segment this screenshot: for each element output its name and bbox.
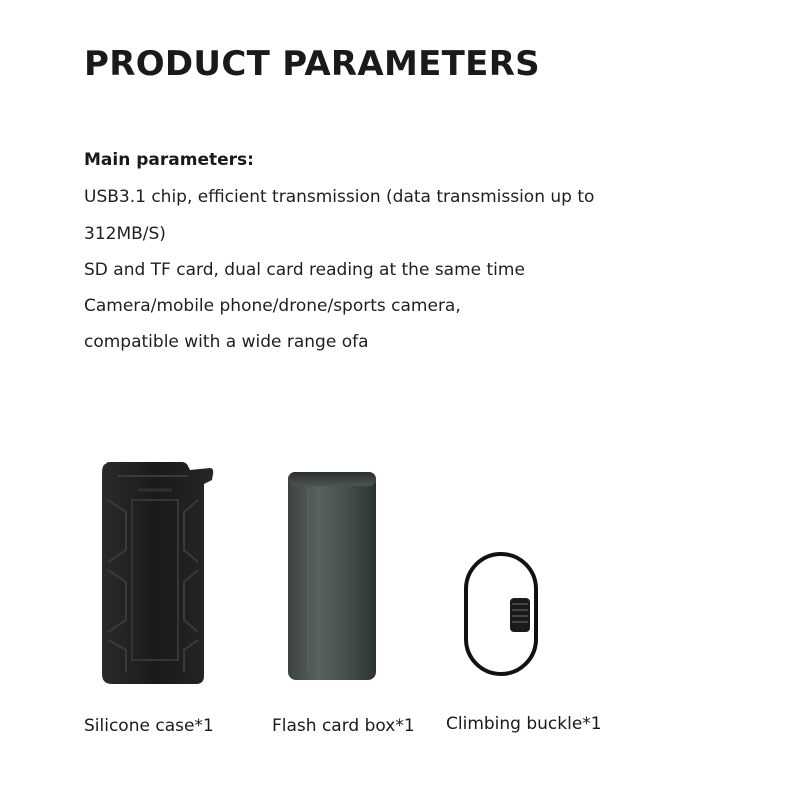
accessory-label: Climbing buckle*1 (446, 714, 602, 734)
silicone-case-image (98, 460, 216, 686)
parameter-line: USB3.1 chip, efficient transmission (data transmission up to (84, 187, 595, 207)
parameters-heading: Main parameters: (84, 150, 254, 170)
accessory-label: Silicone case*1 (84, 716, 214, 736)
page-title: PRODUCT PARAMETERS (84, 44, 540, 84)
flash-card-box-image (286, 470, 380, 682)
parameter-line: 312MB/S) (84, 224, 166, 244)
climbing-buckle-image (460, 550, 550, 680)
parameter-line: compatible with a wide range ofa (84, 332, 369, 352)
parameter-line: SD and TF card, dual card reading at the same time (84, 260, 525, 280)
parameter-line: Camera/mobile phone/drone/sports camera, (84, 296, 461, 316)
accessory-label: Flash card box*1 (272, 716, 415, 736)
